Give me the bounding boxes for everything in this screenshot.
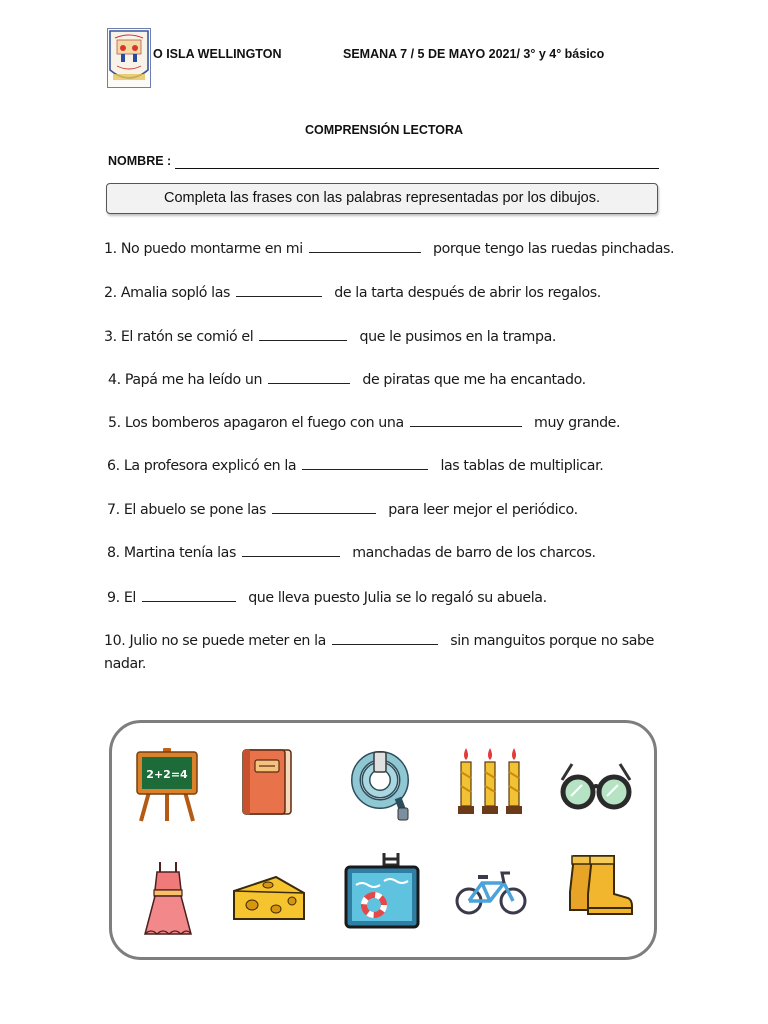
bicycle-icon: [454, 865, 528, 917]
hose-icon: [348, 750, 412, 822]
name-field-line[interactable]: [175, 168, 659, 169]
sentence-4: 4. Papá me ha leído un de piratas que me ha encantado.: [108, 372, 586, 388]
answer-blank[interactable]: [236, 295, 322, 297]
blackboard-text: 2+2=4: [146, 768, 188, 781]
sentence-8: 8. Martina tenía las manchadas de barro de los charcos.: [107, 545, 596, 561]
cheese-icon: [232, 873, 306, 925]
sentence-5: 5. Los bomberos apagaron el fuego con una muy grande.: [108, 415, 621, 431]
sentence-10: 10. Julio no se puede meter en la sin manguitos porque no sabe: [104, 633, 654, 649]
sentence-2: 2. Amalia sopló las de la tarta después de abrir los regalos.: [104, 285, 601, 301]
instruction-box: Completa las frases con las palabras representadas por los dibujos.: [106, 183, 658, 214]
book-icon: [241, 748, 293, 816]
sentence-10-continuation: nadar.: [104, 656, 147, 672]
sentence-1: 1. No puedo montarme en mi porque tengo las ruedas pinchadas.: [104, 241, 675, 257]
blackboard-easel-icon: [135, 748, 199, 822]
candles-icon: [456, 746, 524, 818]
answer-blank[interactable]: [142, 600, 236, 602]
answer-blank[interactable]: [259, 339, 347, 341]
glasses-icon: [558, 760, 634, 812]
swimming-pool-icon: [344, 851, 420, 929]
answer-blank[interactable]: [268, 382, 350, 384]
name-label: NOMBRE :: [108, 154, 172, 168]
answer-blank[interactable]: [309, 251, 421, 253]
answer-blank[interactable]: [242, 555, 340, 557]
answer-blank[interactable]: [332, 643, 438, 645]
page-title: COMPRENSIÓN LECTORA: [304, 123, 464, 137]
boots-icon: [566, 852, 636, 916]
answer-blank[interactable]: [272, 512, 376, 514]
school-logo: [107, 28, 151, 88]
dress-icon: [143, 860, 193, 938]
sentence-9: 9. El que lleva puesto Julia se lo regaló su abuela.: [107, 590, 547, 606]
sentence-3: 3. El ratón se comió el que le pusimos en la trampa.: [104, 329, 556, 345]
sentence-6: 6. La profesora explicó en la las tablas de multiplicar.: [107, 458, 604, 474]
sentence-7: 7. El abuelo se pone las para leer mejor el periódico.: [107, 502, 578, 518]
week-info: SEMANA 7 / 5 DE MAYO 2021/ 3° y 4° básico: [343, 47, 605, 61]
school-name: O ISLA WELLINGTON: [153, 47, 282, 61]
answer-blank[interactable]: [410, 425, 522, 427]
answer-blank[interactable]: [302, 468, 428, 470]
